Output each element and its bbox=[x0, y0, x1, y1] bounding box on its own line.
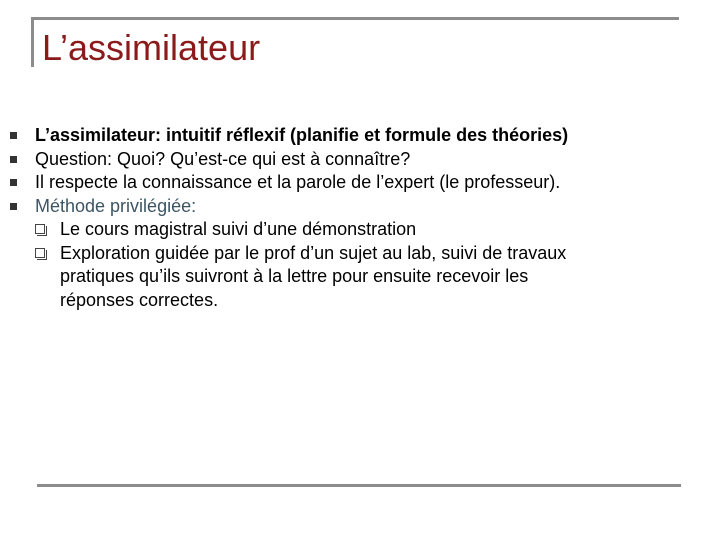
bullet-text: Méthode privilégiée: bbox=[35, 195, 197, 216]
bottom-rule-line bbox=[37, 484, 681, 487]
square-bullet-icon bbox=[10, 156, 17, 163]
square-bullet-icon bbox=[10, 132, 17, 139]
title-frame-top-line bbox=[31, 17, 679, 20]
bullet-item bbox=[0, 171, 575, 195]
bullet-item bbox=[0, 195, 575, 219]
bullet-text: Question: Quoi? Qu’est-ce qui est à connaître? bbox=[35, 148, 411, 169]
checkbox-bullet-icon bbox=[35, 224, 45, 234]
sub-bullet-item bbox=[0, 218, 570, 242]
checkbox-bullet-icon bbox=[35, 248, 45, 258]
sub-bullet-text: Le cours magistral suivi d’une démonstration bbox=[60, 219, 417, 239]
square-bullet-icon bbox=[10, 203, 17, 210]
bullet-text: L’assimilateur: intuitif réflexif (planifie et formule des théories) bbox=[35, 125, 569, 145]
title-frame-left-line bbox=[31, 17, 34, 67]
sub-bullet-item bbox=[0, 242, 570, 313]
bullet-text: Il respecte la connaissance et la parole de l’expert (le professeur). bbox=[35, 172, 561, 192]
square-bullet-icon bbox=[10, 179, 17, 186]
slide-title: L’assimilateur bbox=[42, 27, 261, 68]
sub-bullet-text: Exploration guidée par le prof d’un sujet au lab, suivi de travaux pratiques qu’ils suivront à la lettre pour ensuite recevoir les réponses correctes. bbox=[60, 242, 567, 310]
bullet-item bbox=[0, 124, 575, 148]
bullet-item bbox=[0, 148, 575, 172]
slide-content bbox=[0, 124, 720, 312]
